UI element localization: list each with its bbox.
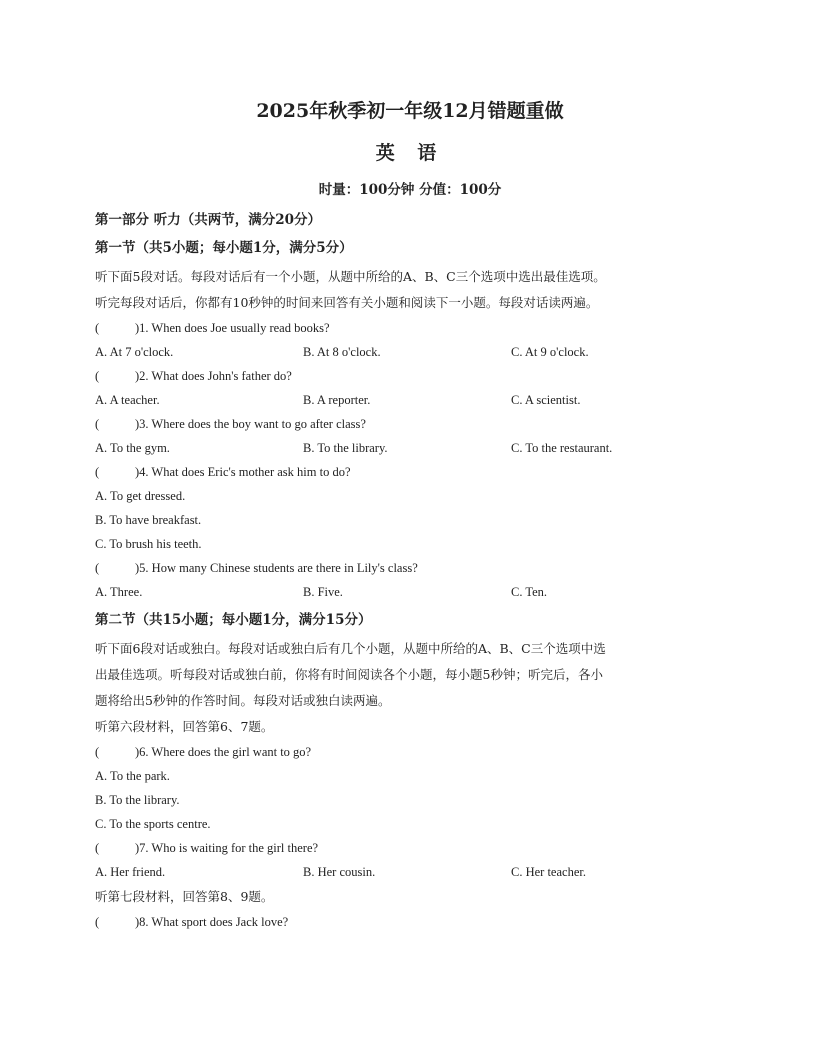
option-b: B. Five. [303,585,343,599]
material-note: 听第七段材料，回答第8、9题。 [95,889,274,904]
option-a: A. To get dressed. [95,489,186,503]
option-c: C. To brush his teeth. [95,537,202,551]
question [95,364,725,388]
answer-blank[interactable]: ( [95,745,100,759]
answer-blank[interactable]: ( [95,321,100,335]
option-b: B. To the library. [95,793,180,807]
question-stem: )5. How many Chinese students are there in Lily's class? [135,561,418,575]
option-b: B. At 8 o'clock. [303,345,381,359]
option-b: B. A reporter. [303,393,371,407]
instruction-line: 听下面5段对话。每段对话后有一个小题，从题中所给的A、B、C三个选项中选出最佳选项。 [95,269,606,284]
instruction-line: 出最佳选项。听每段对话或独白前，你将有时间阅读各个小题，每小题5秒钟；听完后，各小 [95,667,603,682]
section-title: 第二节（共15小题；每小题1分，满分15分） [95,612,372,628]
answer-blank[interactable]: ( [95,915,100,929]
option-c: C. A scientist. [511,393,581,407]
question [95,316,725,340]
question [95,460,725,484]
subject-title: 英 语 [375,142,445,164]
options-row [95,860,725,884]
option-b: B. Her cousin. [303,865,376,879]
options-row [95,580,725,604]
option-a: A. Three. [95,585,143,599]
answer-blank[interactable]: ( [95,417,100,431]
part-title: 第一部分 听力（共两节，满分20分） [95,212,321,228]
option-a: A. A teacher. [95,393,160,407]
section-instructions [95,264,725,316]
answer-blank[interactable]: ( [95,369,100,383]
exam-meta: 时量：100分钟 分值：100分 [318,182,502,198]
question-stem: )3. Where does the boy want to go after class? [135,417,366,431]
answer-blank[interactable]: ( [95,841,100,855]
instruction-line: 题将给出5秒钟的作答时间。每段对话或独白读两遍。 [95,693,391,708]
option-a: A. To the gym. [95,441,170,455]
option-c: C. To the restaurant. [511,441,613,455]
material-note: 听第六段材料，回答第6、7题。 [95,719,274,734]
question-stem: )1. When does Joe usually read books? [135,321,330,335]
option-b: B. To have breakfast. [95,513,202,527]
option-b: B. To the library. [303,441,388,455]
option-c: C. To the sports centre. [95,817,211,831]
question [95,910,725,934]
question-stem: )2. What does John's father do? [135,369,292,383]
options-row [95,388,725,412]
exam-title: 2025年秋季初一年级12月错题重做 [256,100,564,122]
section-instructions [95,636,725,714]
option-a: A. To the park. [95,769,170,783]
instruction-line: 听下面6段对话或独白。每段对话或独白后有几个小题，从题中所给的A、B、C三个选项中选 [95,641,606,656]
question-stem: )6. Where does the girl want to go? [135,745,312,759]
exam-page [95,96,725,934]
option-c: C. Ten. [511,585,548,599]
option-a: A. Her friend. [95,865,166,879]
question [95,740,725,764]
option-a: A. At 7 o'clock. [95,345,174,359]
question [95,836,725,860]
options-row [95,340,725,364]
answer-blank[interactable]: ( [95,561,100,575]
question-stem: )8. What sport does Jack love? [135,915,289,929]
question-stem: )4. What does Eric's mother ask him to do? [135,465,351,479]
option-c: C. At 9 o'clock. [511,345,589,359]
section-title: 第一节（共5小题；每小题1分，满分5分） [95,240,353,256]
question [95,412,725,436]
question-stem: )7. Who is waiting for the girl there? [135,841,319,855]
options-row [95,436,725,460]
answer-blank[interactable]: ( [95,465,100,479]
question [95,556,725,580]
option-c: C. Her teacher. [511,865,586,879]
instruction-line: 听完每段对话后，你都有10秒钟的时间来回答有关小题和阅读下一小题。每段对话读两遍。 [95,295,599,310]
